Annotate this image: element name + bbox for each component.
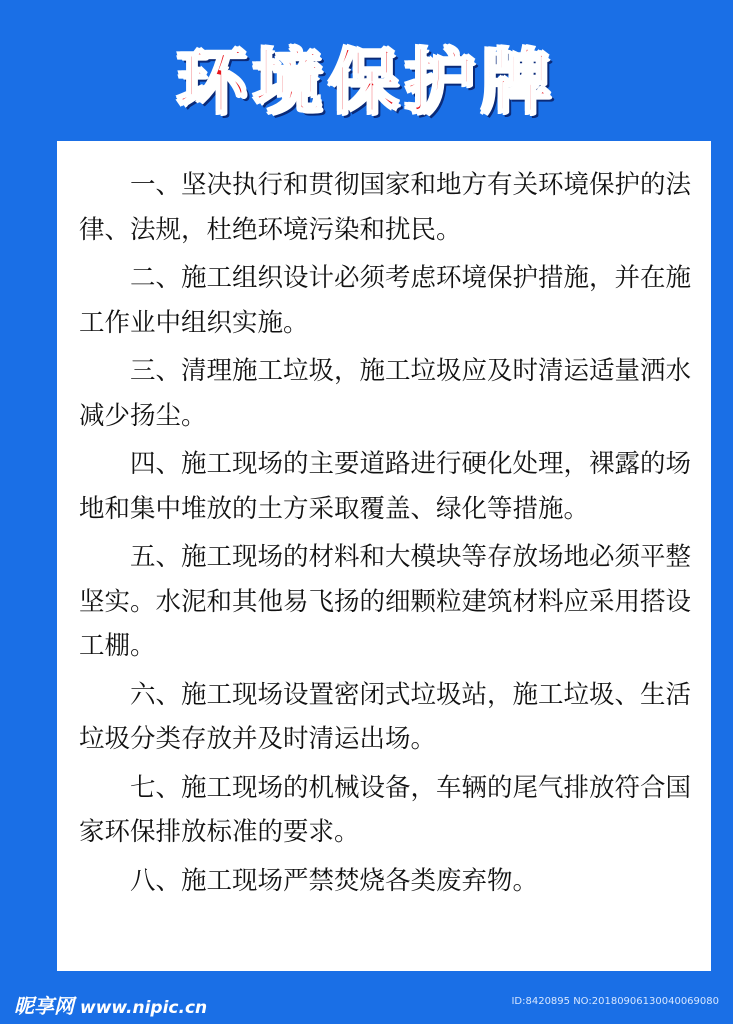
notice-board [57, 141, 711, 971]
regulation-item-5: 五、施工现场的材料和大模块等存放场地必须平整坚实。水泥和其他易飞扬的细颗粒建筑材料应采用搭设工棚。 [79, 542, 692, 661]
notice-content [79, 163, 691, 907]
watermark-url: www.nipic.cn [80, 998, 208, 1018]
watermark-logo [14, 990, 207, 1019]
regulation-item-6: 六、施工现场设置密闭式垃圾站，施工垃圾、生活垃圾分类存放并及时清运出场。 [79, 679, 692, 754]
regulation-item-7: 七、施工现场的机械设备，车辆的尾气排放符合国家环保排放标准的要求。 [79, 772, 692, 847]
regulation-item-8: 八、施工现场严禁焚烧各类废弃物。 [130, 865, 539, 896]
watermark-site-name: 昵享网 [14, 994, 74, 1018]
regulation-item-2: 二、施工组织设计必须考虑环境保护措施，并在施工作业中组织实施。 [79, 263, 692, 338]
page-title: 环境保护牌 [176, 41, 557, 123]
regulation-item-3: 三、清理施工垃圾，施工垃圾应及时清运适量洒水减少扬尘。 [79, 356, 692, 431]
regulation-item-1: 一、坚决执行和贯彻国家和地方有关环境保护的法律、法规，杜绝环境污染和扰民。 [79, 170, 692, 245]
watermark-id: ID:8420895 NO:20180906130040069080 [511, 996, 719, 1007]
regulation-item-4: 四、施工现场的主要道路进行硬化处理，裸露的场地和集中堆放的土方采取覆盖、绿化等措施。 [79, 449, 692, 524]
